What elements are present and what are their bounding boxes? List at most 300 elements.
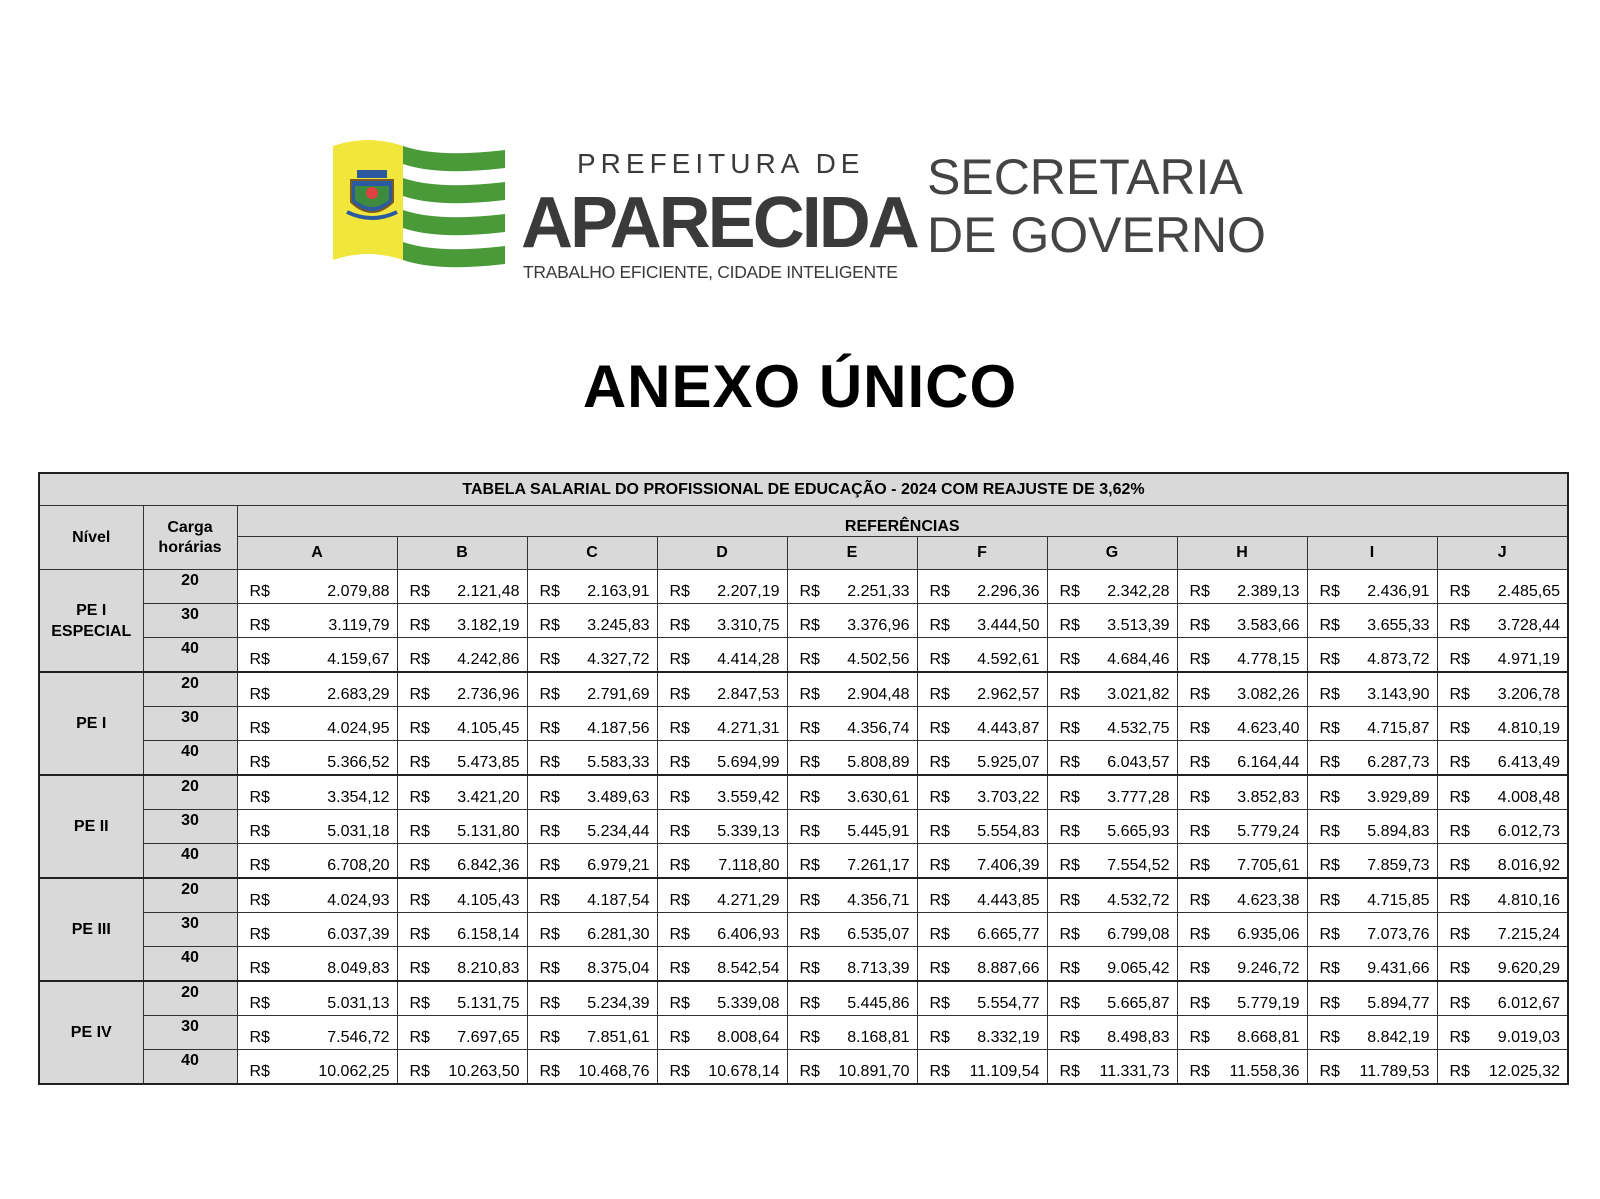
currency-symbol: R$ [539,583,560,600]
salary-value: 4.443,87 [977,720,1040,737]
hours-cell: 20 [143,878,237,913]
salary-value: 7.118,80 [718,857,780,874]
level-cell: PE I ESPECIAL [39,570,143,673]
salary-value: 5.031,13 [327,995,390,1012]
hours-cell: 20 [143,570,237,604]
salary-cell [1177,913,1307,947]
salary-cell [1437,1050,1568,1085]
salary-cell [1047,604,1177,638]
salary-value: 6.164,44 [1237,754,1300,771]
currency-symbol: R$ [1449,686,1470,703]
currency-symbol: R$ [929,823,950,840]
currency-symbol: R$ [799,926,820,943]
salary-value: 5.445,91 [847,823,910,840]
currency-symbol: R$ [1319,857,1340,874]
currency-symbol: R$ [1449,651,1470,668]
salary-cell [917,570,1047,604]
salary-value: 3.728,44 [1497,617,1560,634]
salary-cell [917,913,1047,947]
salary-cell [527,707,657,741]
salary-value: 12.025,32 [1488,1063,1560,1080]
currency-symbol: R$ [249,960,270,977]
salary-value: 8.498,83 [1107,1029,1170,1046]
currency-symbol: R$ [669,720,690,737]
salary-cell [1437,913,1568,947]
salary-cell [1047,981,1177,1016]
currency-symbol: R$ [669,892,690,909]
currency-symbol: R$ [929,857,950,874]
currency-symbol: R$ [1059,686,1080,703]
currency-symbol: R$ [1449,892,1470,909]
salary-value: 2.163,91 [587,583,650,600]
currency-symbol: R$ [539,892,560,909]
currency-symbol: R$ [1059,583,1080,600]
salary-cell [917,707,1047,741]
salary-cell [527,775,657,810]
currency-symbol: R$ [249,1063,270,1080]
salary-value: 6.287,73 [1367,754,1430,771]
level-cell: PE IV [39,981,143,1084]
currency-symbol: R$ [1059,617,1080,634]
table-row [39,707,1568,741]
salary-value: 6.012,67 [1497,995,1560,1012]
salary-value: 4.971,19 [1497,651,1560,668]
salary-cell [1047,810,1177,844]
currency-symbol: R$ [1449,617,1470,634]
prefeitura-label: PREFEITURA DE [577,148,865,179]
currency-symbol: R$ [929,789,950,806]
salary-value: 4.187,54 [587,892,650,909]
salary-value: 3.245,83 [587,617,650,634]
salary-cell [917,1050,1047,1085]
table-row [39,810,1568,844]
salary-value: 5.694,99 [717,754,780,771]
salary-value: 5.583,33 [587,754,650,771]
currency-symbol: R$ [1189,995,1210,1012]
salary-cell [237,775,397,810]
salary-cell [237,810,397,844]
currency-symbol: R$ [539,857,560,874]
currency-symbol: R$ [669,857,690,874]
currency-symbol: R$ [669,926,690,943]
salary-cell [237,672,397,707]
salary-cell [1437,741,1568,776]
salary-cell [1437,775,1568,810]
salary-cell [1307,913,1437,947]
currency-symbol: R$ [669,960,690,977]
currency-symbol: R$ [929,995,950,1012]
currency-symbol: R$ [1319,789,1340,806]
salary-value: 2.791,69 [587,686,650,703]
salary-value: 8.375,04 [587,960,650,977]
salary-cell [657,707,787,741]
salary-cell [527,844,657,879]
salary-cell [787,1050,917,1085]
salary-cell [1177,707,1307,741]
currency-symbol: R$ [1449,789,1470,806]
currency-symbol: R$ [1449,1063,1470,1080]
salary-value: 4.623,40 [1237,720,1300,737]
salary-value: 4.008,48 [1497,789,1560,806]
currency-symbol: R$ [409,823,430,840]
salary-cell [1437,707,1568,741]
salary-cell [397,604,527,638]
currency-symbol: R$ [539,686,560,703]
salary-cell [1177,604,1307,638]
salary-cell [1437,947,1568,982]
currency-symbol: R$ [249,857,270,874]
salary-cell [917,947,1047,982]
currency-symbol: R$ [669,823,690,840]
currency-symbol: R$ [1059,926,1080,943]
currency-symbol: R$ [669,995,690,1012]
salary-value: 10.062,25 [318,1063,390,1080]
currency-symbol: R$ [1449,926,1470,943]
salary-cell [787,913,917,947]
salary-cell [1437,604,1568,638]
currency-symbol: R$ [409,1029,430,1046]
salary-value: 3.444,50 [977,617,1040,634]
currency-symbol: R$ [409,651,430,668]
salary-cell [1437,570,1568,604]
salary-cell [1047,844,1177,879]
salary-value: 8.668,81 [1237,1029,1300,1046]
currency-symbol: R$ [409,789,430,806]
salary-value: 7.546,72 [327,1029,390,1046]
salary-value: 5.445,86 [847,995,910,1012]
salary-value: 6.842,36 [457,857,520,874]
currency-symbol: R$ [409,1063,430,1080]
salary-value: 5.131,80 [457,823,520,840]
currency-symbol: R$ [1059,960,1080,977]
salary-cell [787,707,917,741]
salary-value: 2.683,29 [327,686,390,703]
salary-cell [787,638,917,673]
salary-value: 11.789,53 [1359,1063,1430,1080]
salary-cell [397,913,527,947]
salary-cell [657,672,787,707]
salary-cell [527,604,657,638]
salary-cell [1177,878,1307,913]
salary-value: 6.935,06 [1237,926,1300,943]
salary-cell [787,1016,917,1050]
currency-symbol: R$ [1059,720,1080,737]
salary-value: 3.182,19 [457,617,520,634]
salary-value: 5.234,44 [587,823,650,840]
currency-symbol: R$ [1189,1029,1210,1046]
currency-symbol: R$ [249,651,270,668]
reference-header-j: J [1437,537,1568,570]
salary-value: 2.296,36 [977,583,1040,600]
currency-symbol: R$ [1189,823,1210,840]
salary-value: 3.703,22 [977,789,1040,806]
salary-value: 5.131,75 [457,995,520,1012]
salary-cell [397,844,527,879]
salary-value: 7.859,73 [1367,857,1430,874]
salary-value: 4.623,38 [1237,892,1300,909]
salary-cell [237,844,397,879]
salary-value: 2.207,19 [717,583,780,600]
currency-symbol: R$ [799,857,820,874]
salary-cell [1047,638,1177,673]
currency-symbol: R$ [1449,995,1470,1012]
salary-value: 10.678,14 [708,1063,780,1080]
table-row [39,947,1568,982]
currency-symbol: R$ [1189,1063,1210,1080]
currency-symbol: R$ [409,892,430,909]
currency-symbol: R$ [1319,926,1340,943]
salary-cell [657,775,787,810]
currency-symbol: R$ [539,720,560,737]
currency-symbol: R$ [799,789,820,806]
salary-value: 4.715,87 [1367,720,1430,737]
document-title: ANEXO ÚNICO [582,353,1018,420]
salary-cell [1437,810,1568,844]
secretaria-line-2: DE GOVERNO [927,207,1266,263]
header-referencias: REFERÊNCIAS [237,506,1568,537]
salary-value: 2.121,48 [457,583,520,600]
salary-value: 5.366,52 [327,754,390,771]
salary-cell [397,707,527,741]
currency-symbol: R$ [669,754,690,771]
currency-symbol: R$ [1189,789,1210,806]
city-name: APARECIDA [521,183,917,263]
salary-cell [397,947,527,982]
salary-cell [237,638,397,673]
salary-cell [397,672,527,707]
salary-value: 4.532,75 [1107,720,1170,737]
salary-cell [787,604,917,638]
currency-symbol: R$ [929,960,950,977]
currency-symbol: R$ [1189,651,1210,668]
reference-header-a: A [237,537,397,570]
table-title: TABELA SALARIAL DO PROFISSIONAL DE EDUCAÇÃO - 2024 COM REAJUSTE DE 3,62% [39,473,1568,506]
salary-cell [657,913,787,947]
salary-value: 4.271,31 [717,720,780,737]
salary-cell [1437,878,1568,913]
salary-cell [657,570,787,604]
salary-cell [917,775,1047,810]
currency-symbol: R$ [409,857,430,874]
currency-symbol: R$ [799,720,820,737]
salary-value: 6.413,49 [1497,754,1560,771]
reference-header-g: G [1047,537,1177,570]
salary-cell [237,741,397,776]
salary-cell [657,947,787,982]
salary-value: 4.810,19 [1497,720,1560,737]
salary-cell [237,707,397,741]
currency-symbol: R$ [1189,754,1210,771]
hours-cell: 30 [143,1016,237,1050]
secretaria-line-1: SECRETARIA [927,149,1243,205]
salary-value: 3.630,61 [847,789,910,806]
currency-symbol: R$ [929,1063,950,1080]
salary-value: 6.535,07 [847,926,910,943]
salary-value: 4.356,74 [847,720,910,737]
currency-symbol: R$ [1059,1029,1080,1046]
salary-value: 3.310,75 [717,617,780,634]
currency-symbol: R$ [1449,857,1470,874]
currency-symbol: R$ [929,617,950,634]
salary-cell [917,741,1047,776]
currency-symbol: R$ [799,823,820,840]
salary-cell [657,878,787,913]
hours-cell: 30 [143,707,237,741]
salary-cell [527,570,657,604]
salary-cell [237,1016,397,1050]
currency-symbol: R$ [1059,789,1080,806]
currency-symbol: R$ [799,1029,820,1046]
salary-cell [397,741,527,776]
hours-cell: 40 [143,638,237,673]
salary-value: 6.012,73 [1497,823,1560,840]
currency-symbol: R$ [1189,583,1210,600]
currency-symbol: R$ [249,823,270,840]
salary-value: 3.513,39 [1107,617,1170,634]
currency-symbol: R$ [929,754,950,771]
salary-cell [1307,775,1437,810]
salary-cell [1177,844,1307,879]
salary-cell [1307,878,1437,913]
salary-value: 2.251,33 [847,583,910,600]
currency-symbol: R$ [1449,754,1470,771]
salary-value: 11.331,73 [1099,1063,1170,1080]
currency-symbol: R$ [1319,686,1340,703]
salary-cell [237,981,397,1016]
currency-symbol: R$ [539,651,560,668]
hours-cell: 20 [143,775,237,810]
salary-cell [787,878,917,913]
level-cell: PE III [39,878,143,981]
salary-cell [657,844,787,879]
currency-symbol: R$ [1319,960,1340,977]
salary-value: 6.799,08 [1107,926,1170,943]
table-row [39,672,1568,707]
salary-value: 5.665,93 [1107,823,1170,840]
salary-value: 2.847,53 [717,686,780,703]
salary-value: 8.210,83 [457,960,520,977]
salary-value: 6.158,14 [457,926,520,943]
currency-symbol: R$ [929,583,950,600]
currency-symbol: R$ [799,583,820,600]
salary-cell [527,1016,657,1050]
currency-symbol: R$ [1319,754,1340,771]
salary-cell [1047,741,1177,776]
currency-symbol: R$ [539,1063,560,1080]
salary-cell [527,913,657,947]
currency-symbol: R$ [249,892,270,909]
hours-cell: 30 [143,604,237,638]
salary-value: 5.031,18 [327,823,390,840]
salary-value: 11.109,54 [969,1063,1040,1080]
salary-value: 9.065,42 [1107,960,1170,977]
currency-symbol: R$ [1059,1063,1080,1080]
salary-cell [1307,672,1437,707]
salary-value: 3.489,63 [587,789,650,806]
salary-value: 4.873,72 [1367,651,1430,668]
salary-cell [397,981,527,1016]
salary-cell [787,672,917,707]
salary-cell [237,570,397,604]
salary-value: 5.894,83 [1367,823,1430,840]
currency-symbol: R$ [249,754,270,771]
salary-value: 5.339,13 [717,823,780,840]
salary-cell [1307,638,1437,673]
currency-symbol: R$ [409,686,430,703]
salary-cell [1047,570,1177,604]
currency-symbol: R$ [1059,754,1080,771]
salary-value: 4.105,45 [457,720,520,737]
currency-symbol: R$ [929,720,950,737]
salary-value: 11.558,36 [1229,1063,1300,1080]
salary-cell [237,878,397,913]
reference-header-e: E [787,537,917,570]
salary-value: 5.554,83 [977,823,1040,840]
salary-table-body [39,570,1568,1085]
salary-cell [1047,1050,1177,1085]
currency-symbol: R$ [1449,720,1470,737]
currency-symbol: R$ [1059,823,1080,840]
currency-symbol: R$ [539,960,560,977]
salary-value: 3.655,33 [1367,617,1430,634]
salary-value: 8.168,81 [847,1029,910,1046]
currency-symbol: R$ [539,995,560,1012]
salary-value: 9.431,66 [1367,960,1430,977]
table-row [39,1050,1568,1085]
salary-cell [237,604,397,638]
salary-value: 4.327,72 [587,651,650,668]
salary-cell [1437,638,1568,673]
salary-value: 7.554,52 [1107,857,1170,874]
currency-symbol: R$ [1059,651,1080,668]
currency-symbol: R$ [929,1029,950,1046]
currency-symbol: R$ [669,617,690,634]
salary-cell [657,638,787,673]
reference-header-h: H [1177,537,1307,570]
salary-value: 4.684,46 [1107,651,1170,668]
currency-symbol: R$ [929,651,950,668]
salary-cell [917,844,1047,879]
currency-symbol: R$ [539,1029,560,1046]
salary-value: 8.016,92 [1497,857,1560,874]
salary-value: 3.421,20 [457,789,520,806]
salary-value: 7.406,39 [977,857,1040,874]
currency-symbol: R$ [249,926,270,943]
salary-value: 4.187,56 [587,720,650,737]
salary-value: 3.583,66 [1237,617,1300,634]
salary-value: 5.779,19 [1237,995,1300,1012]
currency-symbol: R$ [409,926,430,943]
salary-cell [1307,1050,1437,1085]
currency-symbol: R$ [539,926,560,943]
salary-value: 7.851,61 [587,1029,650,1046]
currency-symbol: R$ [669,1063,690,1080]
hours-cell: 30 [143,913,237,947]
currency-symbol: R$ [249,1029,270,1046]
currency-symbol: R$ [799,617,820,634]
currency-symbol: R$ [1059,857,1080,874]
salary-cell [657,1016,787,1050]
salary-cell [917,981,1047,1016]
salary-value: 9.620,29 [1497,960,1560,977]
salary-cell [1307,1016,1437,1050]
currency-symbol: R$ [539,754,560,771]
salary-cell [527,810,657,844]
salary-value: 6.406,93 [717,926,780,943]
salary-cell [787,741,917,776]
salary-cell [1437,981,1568,1016]
salary-cell [527,741,657,776]
